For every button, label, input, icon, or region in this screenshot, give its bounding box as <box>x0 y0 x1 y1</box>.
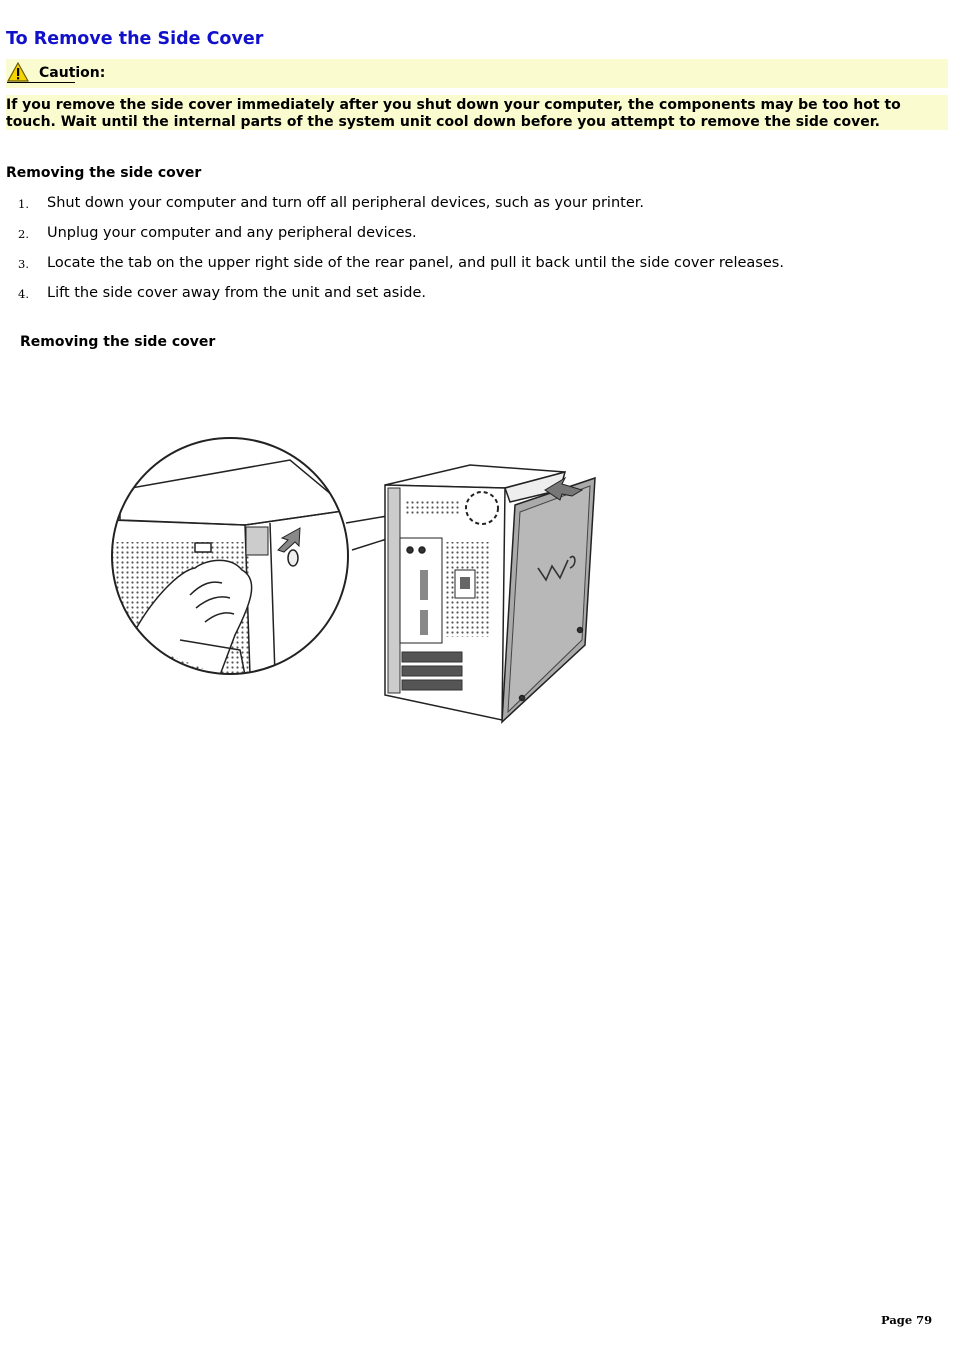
section-heading: Removing the side cover <box>6 165 202 181</box>
step-text: Locate the tab on the upper right side of the rear panel, and pull it back until the side cover releases. <box>47 255 784 271</box>
figure-caption: Removing the side cover <box>20 334 216 350</box>
step-number: 2. <box>18 227 29 241</box>
step-text: Unplug your computer and any peripheral devices. <box>47 225 417 241</box>
step-number: 3. <box>18 257 29 271</box>
page-title: To Remove the Side Cover <box>6 29 264 49</box>
caution-text: If you remove the side cover immediately after you shut down your computer, the components may be too hot to touch. Wait until the internal parts of the system unit cool down before you attempt to remove the side cover. <box>6 95 948 130</box>
side-cover-illustration <box>110 430 610 734</box>
step-text: Shut down your computer and turn off all peripheral devices, such as your printer. <box>47 195 644 211</box>
step-text: Lift the side cover away from the unit and set aside. <box>47 285 427 301</box>
page-number: Page 79 <box>881 1313 933 1327</box>
caution-label: Caution: <box>39 65 106 81</box>
caution-underline <box>7 82 75 83</box>
caution-header <box>6 59 948 88</box>
step-number: 1. <box>18 197 29 211</box>
step-number: 4. <box>18 287 29 301</box>
warning-triangle-icon <box>7 62 29 82</box>
